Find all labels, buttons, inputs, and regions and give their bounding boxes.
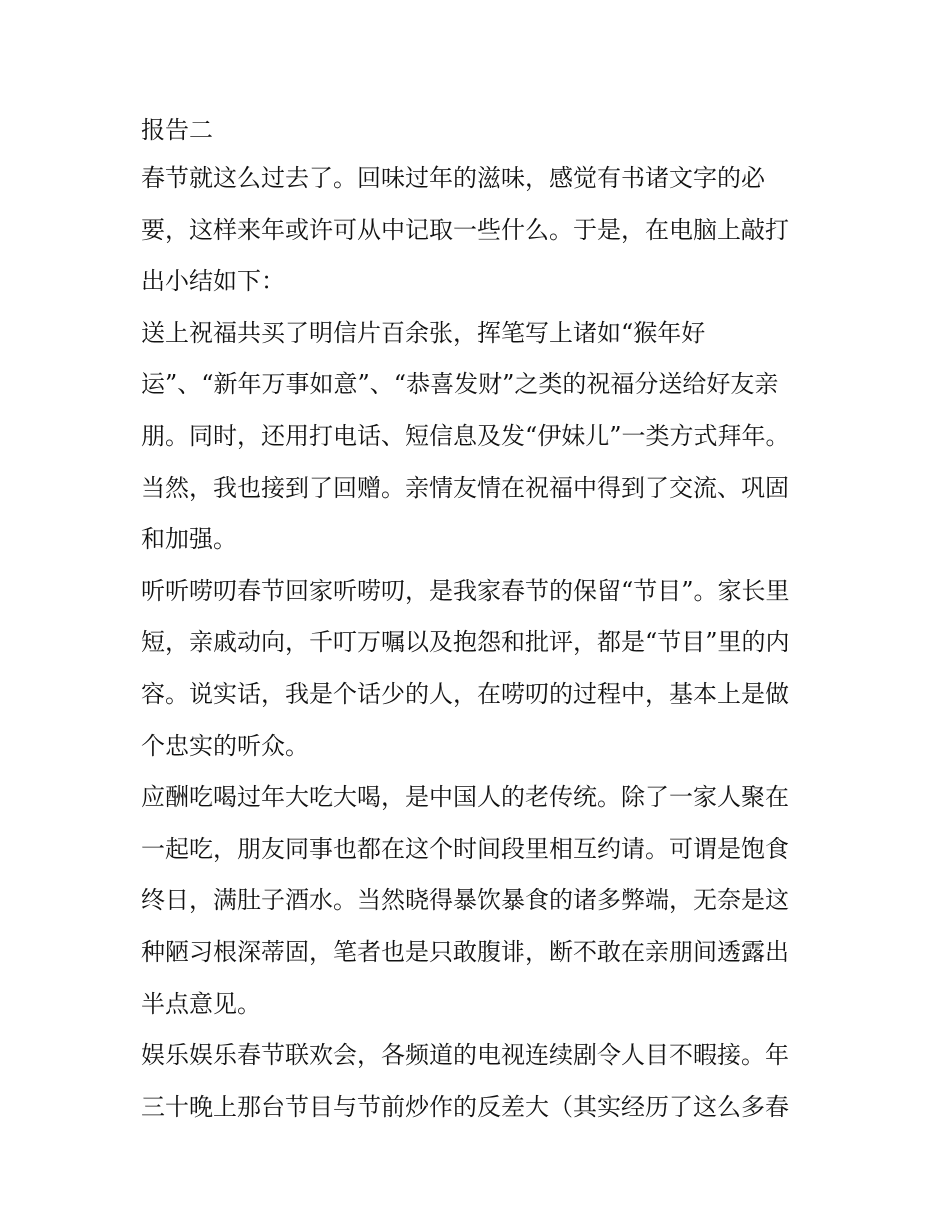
text-line: 春节就这么过去了。回味过年的滋味，感觉有书诸文字的必	[141, 164, 765, 192]
text-line: 半点意见。	[141, 989, 261, 1018]
text-line: 出小结如下：	[141, 267, 285, 296]
text-line: 个忠实的听众。	[141, 731, 309, 760]
text-line: 送上祝福共买了明信片百余张，挥笔写上诸如“猴年好	[141, 318, 706, 347]
text-line: 应酬吃喝过年大吃大喝，是中国人的老传统。除了一家人聚在	[141, 783, 789, 812]
text-line: 种陋习根深蒂固，笔者也是只敢腹诽，断不敢在亲朋间透露出	[141, 937, 789, 966]
text-line: 容。说实话，我是个话少的人，在唠叨的过程中，基本上是做	[141, 679, 789, 708]
text-line: 要，这样来年或许可从中记取一些什么。于是，在电脑上敲打	[141, 215, 789, 244]
report-title: 报告二	[141, 116, 213, 144]
text-line: 一起吃，朋友同事也都在这个时间段里相互约请。可谓是饱食	[141, 834, 789, 863]
text-line: 短，亲戚动向，千叮万嘱以及抱怨和批评，都是“节目”里的内	[141, 628, 790, 657]
text-line: 当然，我也接到了回赠。亲情友情在祝福中得到了交流、巩固	[141, 473, 789, 502]
text-line: 朋。同时，还用打电话、短信息及发“伊妹儿”一类方式拜年。	[141, 421, 790, 450]
text-line: 终日，满肚子酒水。当然晓得暴饮暴食的诸多弊端，无奈是这	[141, 886, 789, 915]
document-page	[141, 110, 811, 1138]
text-line: 娱乐娱乐春节联欢会，各频道的电视连续剧令人目不暇接。年	[141, 1041, 789, 1070]
text-line: 和加强。	[141, 525, 237, 554]
text-line: 三十晚上那台节目与节前炒作的反差大（其实经历了这么多春	[141, 1092, 789, 1121]
text-line: 听听唠叨春节回家听唠叨，是我家春节的保留“节目”。家长里	[141, 576, 790, 605]
text-line: 运”、“新年万事如意”、“恭喜发财”之类的祝福分送给好友亲	[141, 370, 779, 399]
